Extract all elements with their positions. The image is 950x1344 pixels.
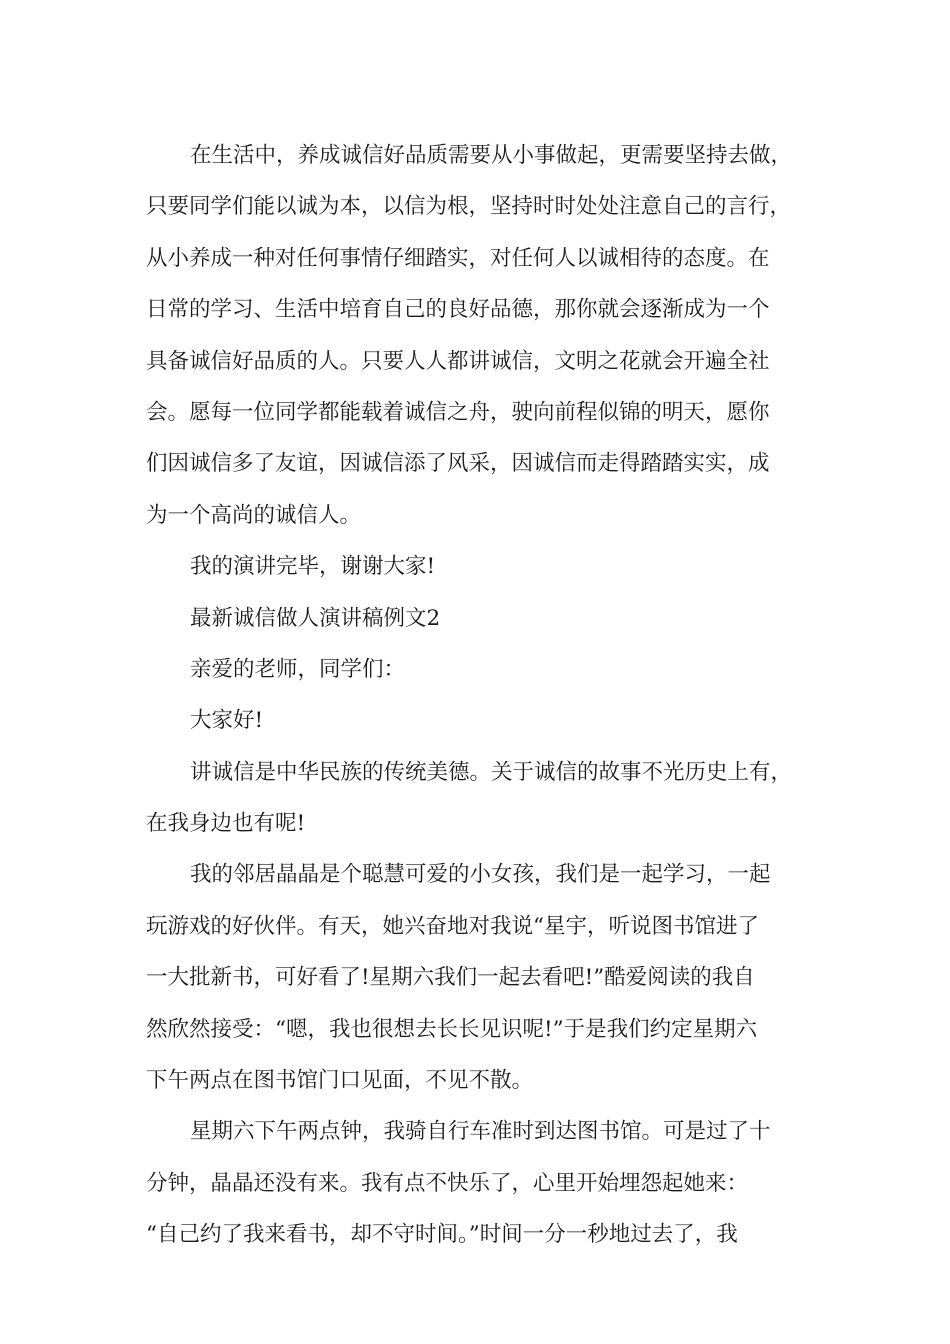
text-line: 下午两点在图书馆门口见面，不见不散。 (146, 1068, 534, 1094)
text-line: 会。愿每一位同学都能载着诚信之舟，驶向前程似锦的明天，愿你 (146, 399, 770, 425)
paragraph-story-1 (146, 849, 826, 1106)
text-line: “自己约了我来看书，却不守时间。”时间一分一秒地过去了，我 (146, 1222, 738, 1248)
text-line: 具备诚信好品质的人。只要人人都讲诚信，文明之花就会开遍全社 (146, 348, 770, 374)
text-line: 玩游戏的好伙伴。有天，她兴奋地对我说“星宇，听说图书馆进了 (146, 913, 759, 939)
section-title (146, 593, 826, 644)
salutation (146, 644, 826, 695)
text-line: 在我身边也有呢! (146, 811, 306, 837)
text-line: 日常的学习、生活中培育自己的良好品德，那你就会逐渐成为一个 (146, 297, 770, 323)
closing-remark (146, 541, 826, 592)
text-line: 在生活中，养成诚信好品质需要从小事做起，更需要坚持去做， (190, 143, 793, 168)
paragraph-intro (146, 747, 826, 850)
text-line: 们因诚信多了友谊，因诚信添了风采，因诚信而走得踏踏实实，成 (146, 451, 770, 477)
text-line: 从小养成一种对任何事情仔细踏实，对任何人以诚相待的态度。在 (146, 245, 770, 271)
paragraph-story-2 (146, 1106, 826, 1260)
text-line: 一大批新书，可好看了!星期六我们一起去看吧!”酷爱阅读的我自 (146, 965, 755, 991)
text-line: 大家好! (190, 708, 264, 734)
greeting (146, 695, 826, 746)
text-line: 然欣然接受：“嗯，我也很想去长长见识呢!”于是我们约定星期六 (146, 1016, 758, 1042)
text-line: 只要同学们能以诚为本，以信为根，坚持时时处处注意自己的言行， (146, 194, 792, 220)
text-line: 星期六下午两点钟，我骑自行车准时到达图书馆。可是过了十 (190, 1119, 771, 1145)
text-line: 亲爱的老师，同学们： (190, 656, 406, 682)
text-line: 最新诚信做人演讲稿例文2 (190, 605, 441, 631)
text-line: 我的邻居晶晶是个聪慧可爱的小女孩，我们是一起学习，一起 (190, 862, 771, 888)
document-body (146, 130, 826, 1261)
text-line: 分钟，晶晶还没有来。我有点不快乐了，心里开始埋怨起她来： (146, 1170, 749, 1196)
text-line: 为一个高尚的诚信人。 (146, 502, 362, 528)
paragraph-1 (146, 130, 826, 541)
text-line: 讲诚信是中华民族的传统美德。关于诚信的故事不光历史上有， (190, 759, 793, 785)
text-line: 我的演讲完毕，谢谢大家! (190, 554, 436, 580)
